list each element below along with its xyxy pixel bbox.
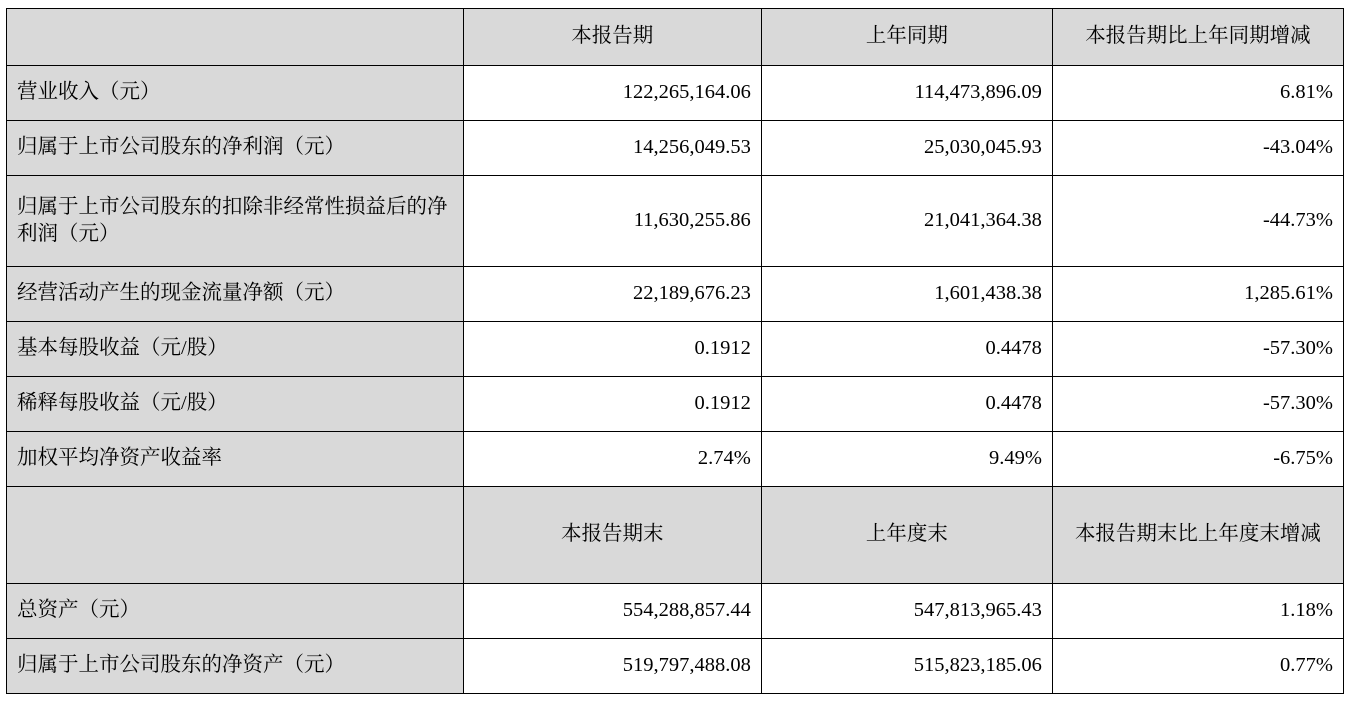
- row-current-value: 122,265,164.06: [463, 66, 761, 121]
- table-row: [7, 121, 1344, 176]
- section-header-current-period-end: 本报告期末: [463, 487, 761, 584]
- row-label: 归属于上市公司股东的净利润（元）: [7, 121, 464, 176]
- section-header-blank-cell: [7, 487, 464, 584]
- row-change-value: 1.18%: [1052, 584, 1343, 639]
- table-body: [7, 9, 1344, 694]
- row-current-value: 0.1912: [463, 377, 761, 432]
- row-previous-value: 0.4478: [761, 322, 1052, 377]
- row-label: 加权平均净资产收益率: [7, 432, 464, 487]
- table-row: [7, 267, 1344, 322]
- table-row: [7, 66, 1344, 121]
- row-label: 营业收入（元）: [7, 66, 464, 121]
- row-label: 归属于上市公司股东的净资产（元）: [7, 639, 464, 694]
- row-change-value: -57.30%: [1052, 377, 1343, 432]
- section-header-change: 本报告期末比上年度末增减: [1052, 487, 1343, 584]
- row-label: 归属于上市公司股东的扣除非经常性损益后的净利润（元）: [7, 176, 464, 267]
- row-change-value: -44.73%: [1052, 176, 1343, 267]
- header-change: 本报告期比上年同期增减: [1052, 9, 1343, 66]
- row-change-value: 1,285.61%: [1052, 267, 1343, 322]
- row-change-value: -57.30%: [1052, 322, 1343, 377]
- row-change-value: -43.04%: [1052, 121, 1343, 176]
- row-current-value: 0.1912: [463, 322, 761, 377]
- row-change-value: 6.81%: [1052, 66, 1343, 121]
- row-current-value: 554,288,857.44: [463, 584, 761, 639]
- table-row: [7, 176, 1344, 267]
- row-label: 稀释每股收益（元/股）: [7, 377, 464, 432]
- row-previous-value: 547,813,965.43: [761, 584, 1052, 639]
- table-row: [7, 584, 1344, 639]
- row-previous-value: 515,823,185.06: [761, 639, 1052, 694]
- header-previous-period: 上年同期: [761, 9, 1052, 66]
- row-previous-value: 21,041,364.38: [761, 176, 1052, 267]
- header-blank-cell: [7, 9, 464, 66]
- row-change-value: -6.75%: [1052, 432, 1343, 487]
- section-header-previous-year-end: 上年度末: [761, 487, 1052, 584]
- row-previous-value: 114,473,896.09: [761, 66, 1052, 121]
- table-row: [7, 432, 1344, 487]
- row-current-value: 14,256,049.53: [463, 121, 761, 176]
- table-row: [7, 322, 1344, 377]
- row-current-value: 11,630,255.86: [463, 176, 761, 267]
- row-previous-value: 9.49%: [761, 432, 1052, 487]
- row-previous-value: 0.4478: [761, 377, 1052, 432]
- row-current-value: 2.74%: [463, 432, 761, 487]
- table-section-header-row: [7, 487, 1344, 584]
- row-previous-value: 25,030,045.93: [761, 121, 1052, 176]
- financial-summary-table: [6, 8, 1344, 694]
- table-header-row: [7, 9, 1344, 66]
- table-row: [7, 377, 1344, 432]
- table-row: [7, 639, 1344, 694]
- row-current-value: 22,189,676.23: [463, 267, 761, 322]
- header-current-period: 本报告期: [463, 9, 761, 66]
- row-label: 总资产（元）: [7, 584, 464, 639]
- row-label: 基本每股收益（元/股）: [7, 322, 464, 377]
- row-previous-value: 1,601,438.38: [761, 267, 1052, 322]
- row-current-value: 519,797,488.08: [463, 639, 761, 694]
- row-change-value: 0.77%: [1052, 639, 1343, 694]
- row-label: 经营活动产生的现金流量净额（元）: [7, 267, 464, 322]
